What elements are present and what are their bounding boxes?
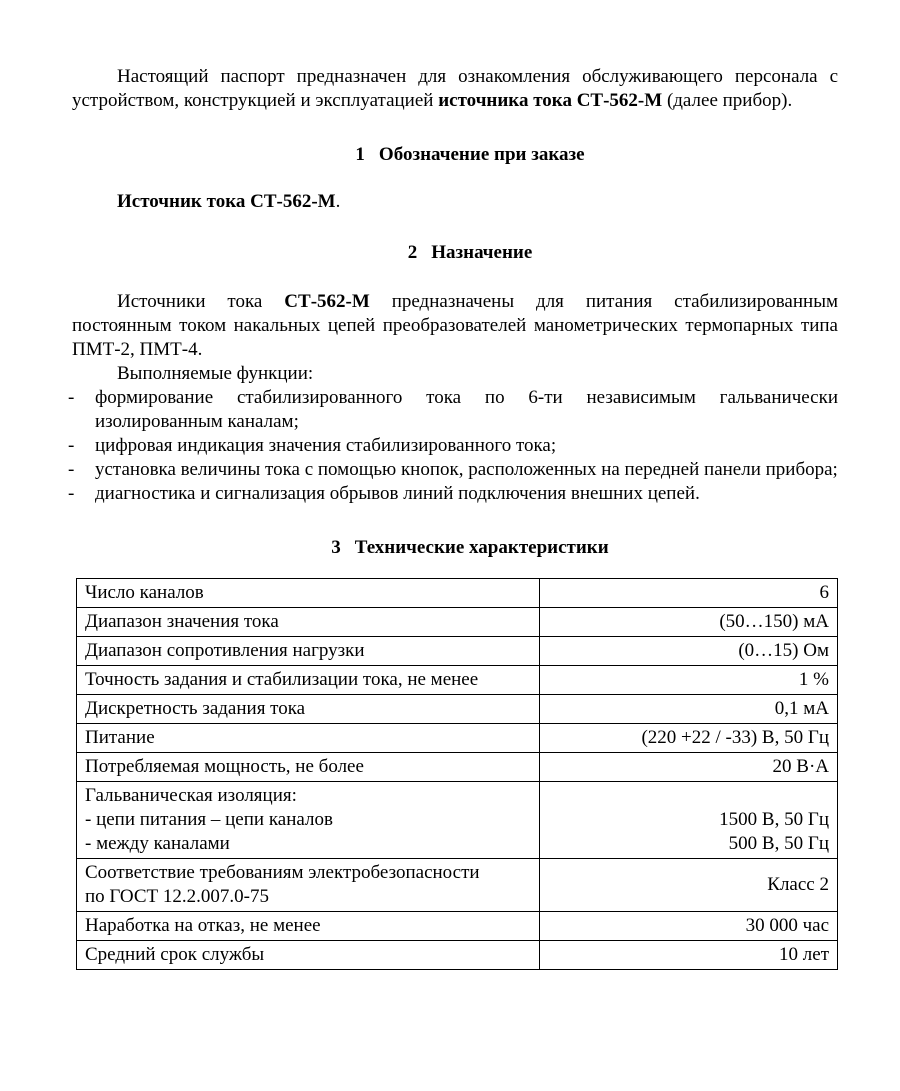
- spec-name: Наработка на отказ, не менее: [77, 912, 540, 941]
- list-item: - формирование стабилизированного тока по 6-ти независимым гальванически изолированным каналам;: [68, 387, 838, 432]
- isolation-line-2: - между каналами: [85, 833, 230, 854]
- functions-list: [68, 386, 838, 506]
- spec-value: 10 лет: [540, 941, 838, 970]
- spec-value: 6: [540, 579, 838, 608]
- isolation-line-1: - цепи питания – цепи каналов: [85, 809, 333, 830]
- isolation-value-2: 500 В, 50 Гц: [728, 833, 829, 854]
- spec-name: Питание: [77, 724, 540, 753]
- intro-text-2: (далее прибор).: [662, 90, 793, 111]
- safety-line-2: по ГОСТ 12.2.007.0-75: [85, 886, 269, 907]
- section-2-number: 2: [407, 242, 418, 263]
- spec-name-isolation: [77, 782, 540, 859]
- table-row: [77, 859, 838, 912]
- spec-value: Класс 2: [540, 859, 838, 912]
- spec-value: 30 000 час: [540, 912, 838, 941]
- document-page: [68, 65, 838, 970]
- spec-name: Средний срок службы: [77, 941, 540, 970]
- section-3-number: 3: [331, 537, 341, 558]
- order-period: .: [335, 191, 341, 212]
- functions-title: Выполняемые функции:: [117, 363, 314, 384]
- table-row: [77, 912, 838, 941]
- table-row: [77, 637, 838, 666]
- intro-device-name: источника тока СТ-562-М: [438, 90, 663, 111]
- spec-value: 0,1 мА: [540, 695, 838, 724]
- table-row: [77, 608, 838, 637]
- section-1-heading: [72, 143, 838, 167]
- intro-paragraph: [72, 65, 838, 113]
- order-device-name: Источник тока СТ-562-М: [117, 191, 336, 212]
- order-designation: [72, 190, 838, 214]
- list-item: - установка величины тока с помощью кнопок, расположенных на передней панели прибора;: [68, 459, 838, 480]
- spec-value: (50…150) мА: [540, 608, 838, 637]
- section-3-title: Технические характеристики: [354, 537, 609, 558]
- purpose-device-name: СТ-562-М: [284, 291, 370, 312]
- table-row: [77, 579, 838, 608]
- spec-name: Потребляемая мощность, не более: [77, 753, 540, 782]
- specifications-table: [76, 578, 838, 970]
- table-row: [77, 941, 838, 970]
- table-row: [77, 666, 838, 695]
- list-item: - цифровая индикация значения стабилизированного тока;: [68, 435, 557, 456]
- list-item: - диагностика и сигнализация обрывов линий подключения внешних цепей.: [68, 483, 700, 504]
- spec-value: 1 %: [540, 666, 838, 695]
- section-1-title: Обозначение при заказе: [378, 144, 585, 165]
- purpose-text-2: предназначены для питания стабилизированным постоянным током накальных цепей преобразователей манометрических термопарных типа ПМТ-2, ПМТ-4.: [72, 291, 838, 360]
- intro-text-1: Настоящий паспорт предназначен для ознакомления обслуживающего персонала с устройством, конструкцией и эксплуатацией: [72, 66, 838, 111]
- function-text: цифровая индикация значения стабилизированного тока;: [95, 435, 557, 456]
- function-text: диагностика и сигнализация обрывов линий подключения внешних цепей.: [95, 483, 700, 504]
- section-2-heading: [72, 241, 838, 265]
- spec-name: Число каналов: [77, 579, 540, 608]
- section-3-heading: [72, 536, 838, 560]
- table-row: [77, 753, 838, 782]
- safety-line-1: Соответствие требованиям электробезопасности: [85, 862, 480, 883]
- purpose-paragraph: [72, 290, 838, 362]
- section-1-number: 1: [355, 144, 365, 165]
- table-row: [77, 782, 838, 859]
- function-text: формирование стабилизированного тока по 6-ти независимым гальванически изолированным каналам;: [95, 387, 838, 432]
- section-2-title: Назначение: [431, 242, 533, 263]
- purpose-text-1: Источники тока: [117, 291, 285, 312]
- isolation-title: Гальваническая изоляция:: [85, 785, 297, 806]
- spec-value: (220 +22 / -33) В, 50 Гц: [540, 724, 838, 753]
- spec-value: 20 В·А: [540, 753, 838, 782]
- spec-value-isolation: [540, 782, 838, 859]
- spec-name: Диапазон значения тока: [77, 608, 540, 637]
- spec-value: (0…15) Ом: [540, 637, 838, 666]
- isolation-value-1: 1500 В, 50 Гц: [719, 809, 829, 830]
- spec-name: Диапазон сопротивления нагрузки: [77, 637, 540, 666]
- table-row: [77, 695, 838, 724]
- function-text: установка величины тока с помощью кнопок, расположенных на передней панели прибора;: [95, 459, 838, 480]
- table-row: [77, 724, 838, 753]
- spec-name: Дискретность задания тока: [77, 695, 540, 724]
- spec-name-safety: [77, 859, 540, 912]
- spec-name: Точность задания и стабилизации тока, не менее: [77, 666, 540, 695]
